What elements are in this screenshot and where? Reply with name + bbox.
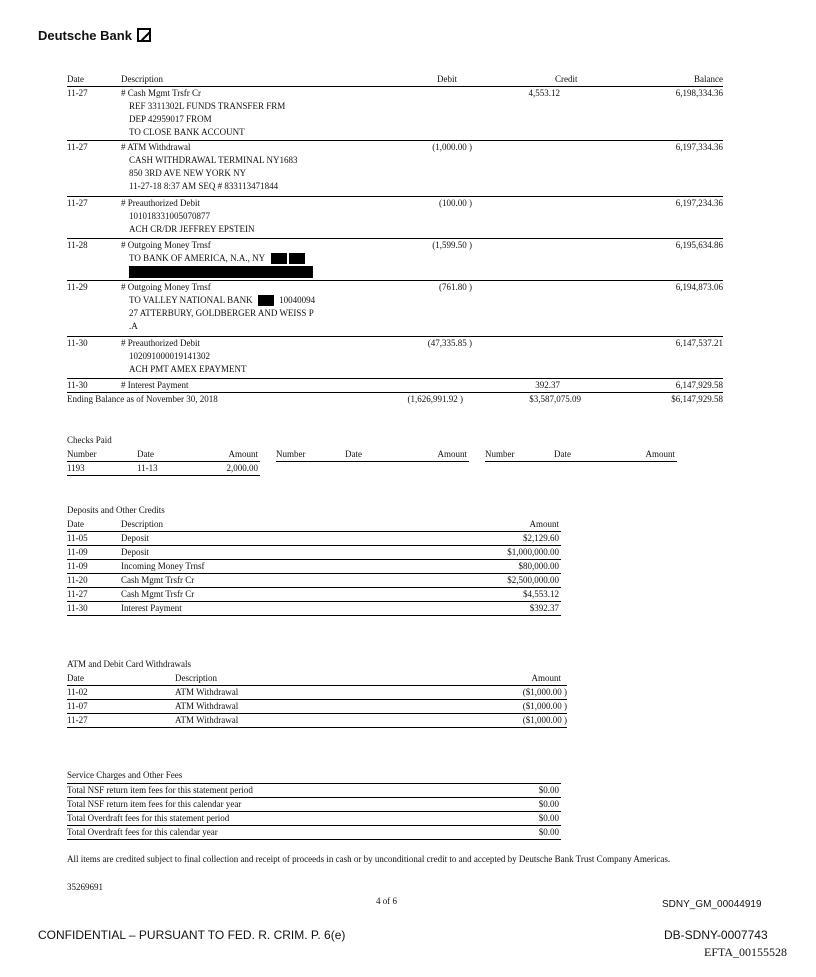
txn-balance: 6,197,234.36 [675,198,723,208]
atm-amount: ($1,000.00 ) [522,715,567,725]
txn-balance: 6,197,334.36 [675,142,723,152]
disclaimer: All items are credited subject to final collection and receipt of proceeds in cash or by unconditional credit to and accepted by Deutsche Bank Trust Company Americas. [67,854,671,864]
txn-desc-line: TO VALLEY NATIONAL BANK [129,295,253,305]
atm-header [67,672,567,686]
transaction-row [67,238,723,280]
txn-debit: (47,335.85 ) [427,338,472,348]
col-description-header: Description [175,673,217,683]
deposit-amount: $80,000.00 [518,561,559,571]
txn-date: 11-27 [67,88,88,98]
txn-balance: 6,147,929.58 [675,380,723,390]
atm-date: 11-27 [67,715,88,725]
account-reference: 35269691 [67,882,103,892]
deposit-row [67,546,561,560]
col-credit-header: Credit [555,74,578,84]
txn-debit: (1,599.50 ) [432,240,472,250]
txn-desc-line: DEP 42959017 FROM [129,114,212,124]
deposit-description: Cash Mgmt Trsfr Cr [121,589,195,599]
deposit-row [67,574,561,588]
txn-date: 11-28 [67,240,88,250]
txn-desc-line: 101018331005070877 [129,211,210,221]
txn-date: 11-30 [67,338,88,348]
check-row [67,462,260,476]
deposits-title: Deposits and Other Credits [67,505,165,515]
txn-date: 11-29 [67,282,88,292]
txn-balance: 6,194,873.06 [675,282,723,292]
col-date-header: Date [67,74,84,84]
atm-description: ATM Withdrawal [175,715,239,725]
deposit-date: 11-30 [67,603,88,613]
fee-label: Total NSF return item fees for this calendar year [67,799,242,809]
col-amount-header: Amount [529,519,559,529]
bates-number-bank: DB-SDNY-0007743 [664,928,768,942]
txn-date: 11-27 [67,142,88,152]
txn-date: 11-27 [67,198,88,208]
fee-amount: $0.00 [538,813,559,823]
redaction-block [258,295,274,306]
txn-desc-line: 102091000019141302 [129,351,210,361]
col-date-header: Date [554,449,571,459]
txn-desc-line: TO BANK OF AMERICA, N.A., NY [129,253,265,263]
col-amount-header: Amount [437,449,467,459]
atm-amount: ($1,000.00 ) [522,687,567,697]
transaction-row [67,87,723,140]
bank-name: Deutsche Bank [38,27,132,43]
txn-desc-line: # Outgoing Money Trnsf [121,240,211,250]
atm-description: ATM Withdrawal [175,687,239,697]
col-debit-header: Debit [437,74,457,84]
fees-table [67,783,561,840]
txn-debit: (761.80 ) [439,282,472,292]
bates-number-efta: EFTA_00155528 [704,945,788,959]
txn-desc-line: 850 3RD AVE NEW YORK NY [129,168,247,178]
col-date-header: Date [67,673,84,683]
deposit-description: Incoming Money Trnsf [121,561,205,571]
ending-debit-total: (1,626,991.92 ) [407,394,463,404]
atm-amount: ($1,000.00 ) [522,701,567,711]
txn-credit: 392.37 [535,380,560,390]
fees-title: Service Charges and Other Fees [67,770,183,780]
transaction-row [67,140,723,196]
atm-date: 11-02 [67,687,88,697]
deposit-amount: $392.37 [529,603,559,613]
col-description-header: Description [121,519,163,529]
deposit-row [67,560,561,574]
deposits-table [67,518,561,616]
txn-desc-line: REF 3311302L FUNDS TRANSFER FRM [129,101,286,111]
ending-balance-label: Ending Balance as of November 30, 2018 [67,394,218,404]
transaction-row [67,378,723,393]
deposit-row [67,588,561,602]
transactions-header [67,73,723,87]
checks-paid-title: Checks Paid [67,435,112,445]
col-date-header: Date [137,449,154,459]
fee-row [67,784,561,798]
txn-desc-line: # Preauthorized Debit [121,198,200,208]
txn-desc-line: TO CLOSE BANK ACCOUNT [129,127,245,137]
txn-desc-line: # Preauthorized Debit [121,338,200,348]
txn-balance: 6,198,334.36 [675,88,723,98]
txn-desc-line: CASH WITHDRAWAL TERMINAL NY1683 [129,155,298,165]
fee-row [67,798,561,812]
page-number: 4 of 6 [376,896,397,906]
atm-title: ATM and Debit Card Withdrawals [67,659,191,669]
txn-desc-line: # Outgoing Money Trnsf [121,282,211,292]
txn-desc-line: ACH PMT AMEX EPAYMENT [129,364,247,374]
txn-desc-line: ACH CR/DR JEFFREY EPSTEIN [129,224,255,234]
col-date-header: Date [345,449,362,459]
fee-row [67,812,561,826]
atm-row [67,686,567,700]
txn-desc-line: # Cash Mgmt Trsfr Cr [121,88,202,98]
txn-date: 11-30 [67,380,88,390]
col-amount-header: Amount [531,673,561,683]
deposit-description: Deposit [121,547,149,557]
col-amount-header: Amount [228,449,258,459]
deposits-header [67,518,561,532]
deposit-amount: $1,000,000.00 [507,547,559,557]
atm-table [67,672,567,728]
deposit-date: 11-09 [67,547,88,557]
ending-credit-total: $3,587,075.09 [529,394,581,404]
fee-amount: $0.00 [538,799,559,809]
transaction-row [67,280,723,336]
deposit-row [67,602,561,616]
check-date: 11-13 [137,463,158,473]
redaction-block [289,253,305,264]
transactions-table [67,73,723,407]
ending-balance-total: $6,147,929.58 [671,394,723,404]
txn-debit: (1,000.00 ) [432,142,472,152]
fee-amount: $0.00 [538,785,559,795]
col-number-header: Number [67,449,97,459]
col-number-header: Number [276,449,306,459]
checks-paid-header-group-3 [485,448,677,462]
checks-paid-header-group-2 [276,448,469,462]
col-amount-header: Amount [645,449,675,459]
deutsche-bank-slash-logo-icon [137,28,151,42]
fee-label: Total NSF return item fees for this statement period [67,785,253,795]
atm-description: ATM Withdrawal [175,701,239,711]
txn-desc-line: 27 ATTERBURY, GOLDBERGER AND WEISS P [129,308,314,318]
txn-desc-line: # ATM Withdrawal [121,142,191,152]
txn-desc-line: # Interest Payment [121,380,189,390]
confidential-notice: CONFIDENTIAL – PURSUANT TO FED. R. CRIM. P. 6(e) [38,928,346,942]
deposit-description: Cash Mgmt Trsfr Cr [121,575,195,585]
deposit-amount: $2,500,000.00 [507,575,559,585]
txn-balance: 6,147,537.21 [675,338,723,348]
deposit-row [67,532,561,546]
deposit-amount: $4,553.12 [523,589,559,599]
deposit-amount: $2,129.60 [523,533,559,543]
redaction-block [129,266,313,278]
col-date-header: Date [67,519,84,529]
atm-row [67,714,567,728]
txn-credit: 4,553.12 [528,88,560,98]
redaction-block [271,253,287,264]
txn-debit: (100.00 ) [439,198,472,208]
ending-balance-row [67,393,723,407]
fee-label: Total Overdraft fees for this statement period [67,813,230,823]
deposit-description: Deposit [121,533,149,543]
bank-logo [38,28,151,42]
bates-number-top: SDNY_GM_00044919 [662,899,762,910]
txn-desc-line: 11-27-18 8:37 AM SEQ # 833113471844 [129,181,279,191]
col-balance-header: Balance [694,74,723,84]
atm-date: 11-07 [67,701,88,711]
txn-desc-line: 10040094 [279,295,316,305]
deposit-date: 11-27 [67,589,88,599]
checks-paid-header-group-1 [67,448,260,462]
atm-row [67,700,567,714]
deposit-date: 11-20 [67,575,88,585]
fee-row [67,826,561,840]
transaction-row [67,336,723,378]
deposit-description: Interest Payment [121,603,182,613]
check-number: 1193 [67,463,85,473]
txn-desc-line: .A [129,321,138,331]
deposit-date: 11-09 [67,561,88,571]
col-number-header: Number [485,449,515,459]
col-description-header: Description [121,74,163,84]
transaction-row [67,196,723,238]
deposit-date: 11-05 [67,533,88,543]
fee-amount: $0.00 [538,827,559,837]
fee-label: Total Overdraft fees for this calendar year [67,827,218,837]
check-amount: 2,000.00 [226,463,258,473]
txn-balance: 6,195,634.86 [675,240,723,250]
